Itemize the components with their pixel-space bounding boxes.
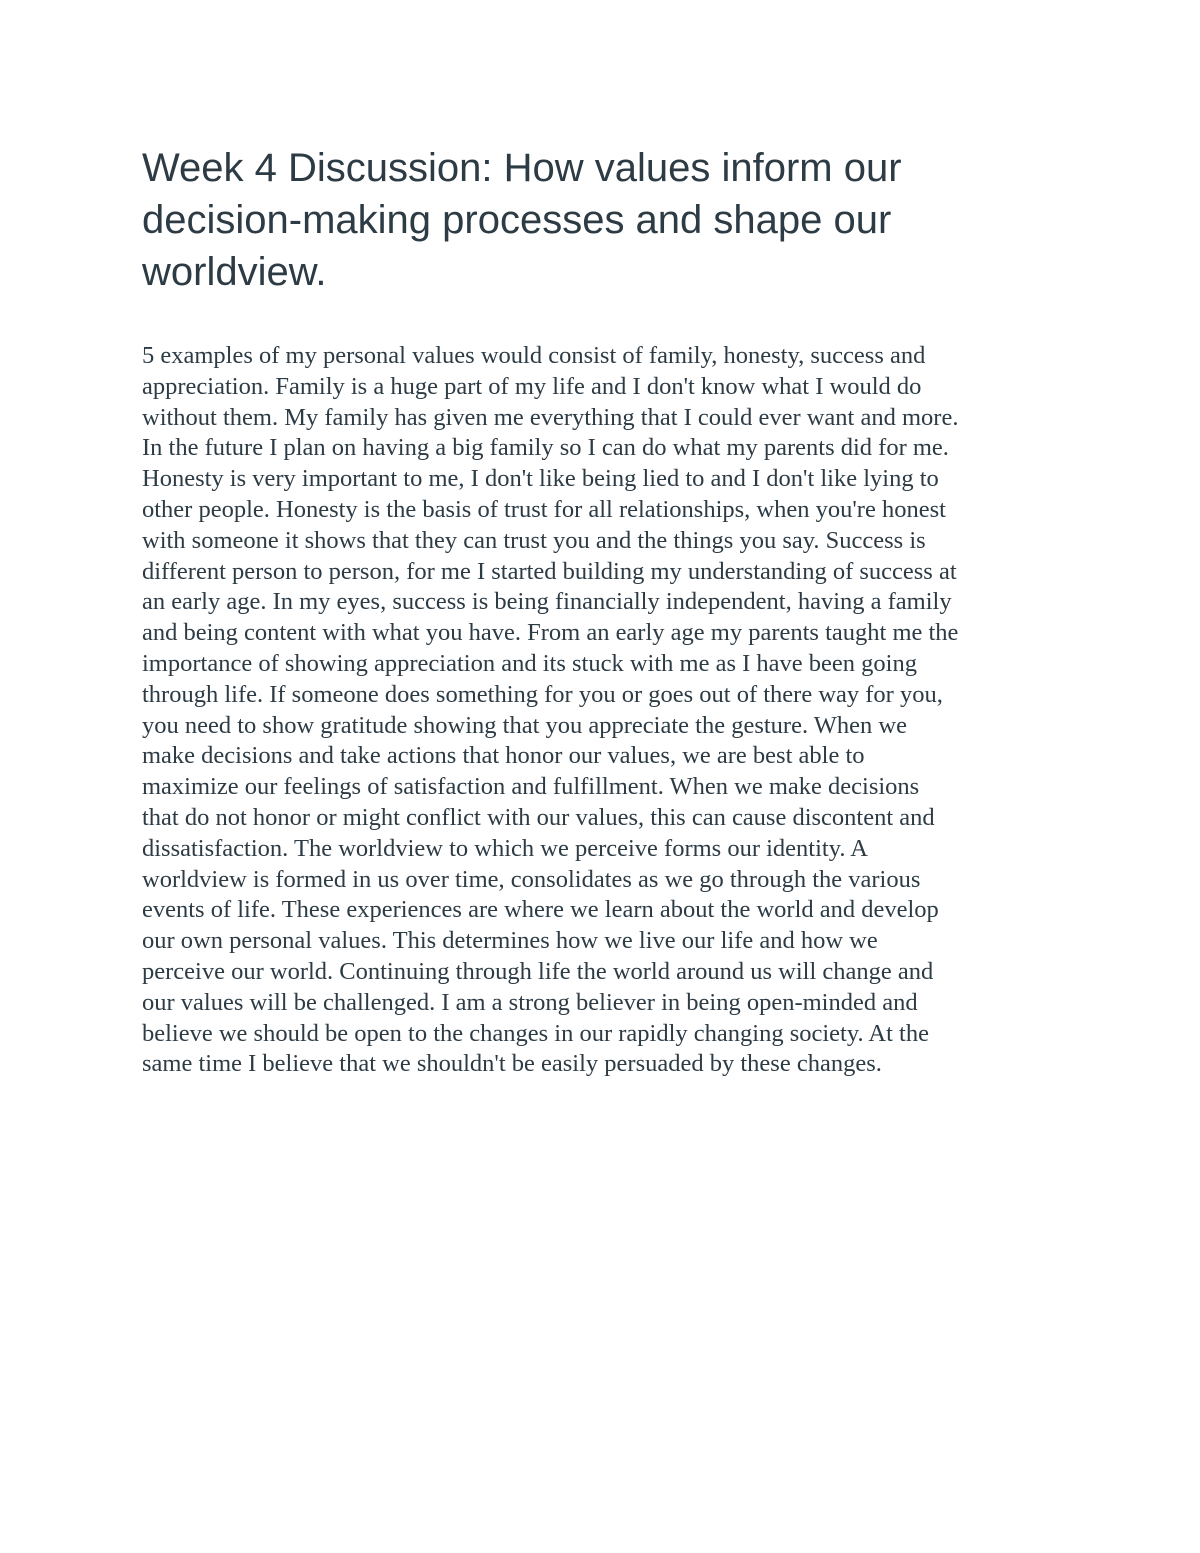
- title-line: Week 4 Discussion: How values inform our: [142, 146, 902, 190]
- body-line: our own personal values. This determines how we live our life and how we: [142, 927, 878, 955]
- body-line: different person to person, for me I started building my understanding of success at: [142, 557, 957, 585]
- body-line: you need to show gratitude showing that you appreciate the gesture. When we: [142, 711, 907, 739]
- body-line: with someone it shows that they can trust you and the things you say. Success is: [142, 526, 926, 554]
- body-line: other people. Honesty is the basis of trust for all relationships, when you're honest: [142, 495, 946, 523]
- body-line: events of life. These experiences are where we learn about the world and develop: [142, 896, 939, 924]
- body-line: perceive our world. Continuing through life the world around us will change and: [142, 957, 934, 985]
- body-line: maximize our feelings of satisfaction and fulfillment. When we make decisions: [142, 773, 920, 801]
- document-body: [142, 341, 1072, 1080]
- body-line: worldview is formed in us over time, consolidates as we go through the various: [142, 865, 921, 893]
- title-line: worldview.: [142, 250, 327, 294]
- body-line: an early age. In my eyes, success is being financially independent, having a family: [142, 588, 952, 616]
- body-line: without them. My family has given me everything that I could ever want and more.: [142, 403, 959, 431]
- body-line: same time I believe that we shouldn't be easily persuaded by these changes.: [142, 1050, 882, 1078]
- body-line: appreciation. Family is a huge part of my life and I don't know what I would do: [142, 372, 922, 400]
- body-line: 5 examples of my personal values would consist of family, honesty, success and: [142, 342, 926, 369]
- body-line: through life. If someone does something for you or goes out of there way for you,: [142, 680, 943, 708]
- body-line: believe we should be open to the changes in our rapidly changing society. At the: [142, 1019, 929, 1047]
- body-line: and being content with what you have. From an early age my parents taught me the: [142, 619, 959, 647]
- document-title: [142, 142, 1042, 298]
- body-line: dissatisfaction. The worldview to which we perceive forms our identity. A: [142, 834, 868, 862]
- body-line: Honesty is very important to me, I don't like being lied to and I don't like lying to: [142, 465, 939, 493]
- title-line: decision-making processes and shape our: [142, 198, 892, 242]
- body-line: make decisions and take actions that honor our values, we are best able to: [142, 742, 865, 770]
- body-line: our values will be challenged. I am a strong believer in being open-minded and: [142, 988, 918, 1016]
- body-line: importance of showing appreciation and its stuck with me as I have been going: [142, 649, 917, 677]
- body-line: In the future I plan on having a big family so I can do what my parents did for me.: [142, 434, 949, 462]
- body-line: that do not honor or might conflict with our values, this can cause discontent and: [142, 803, 935, 831]
